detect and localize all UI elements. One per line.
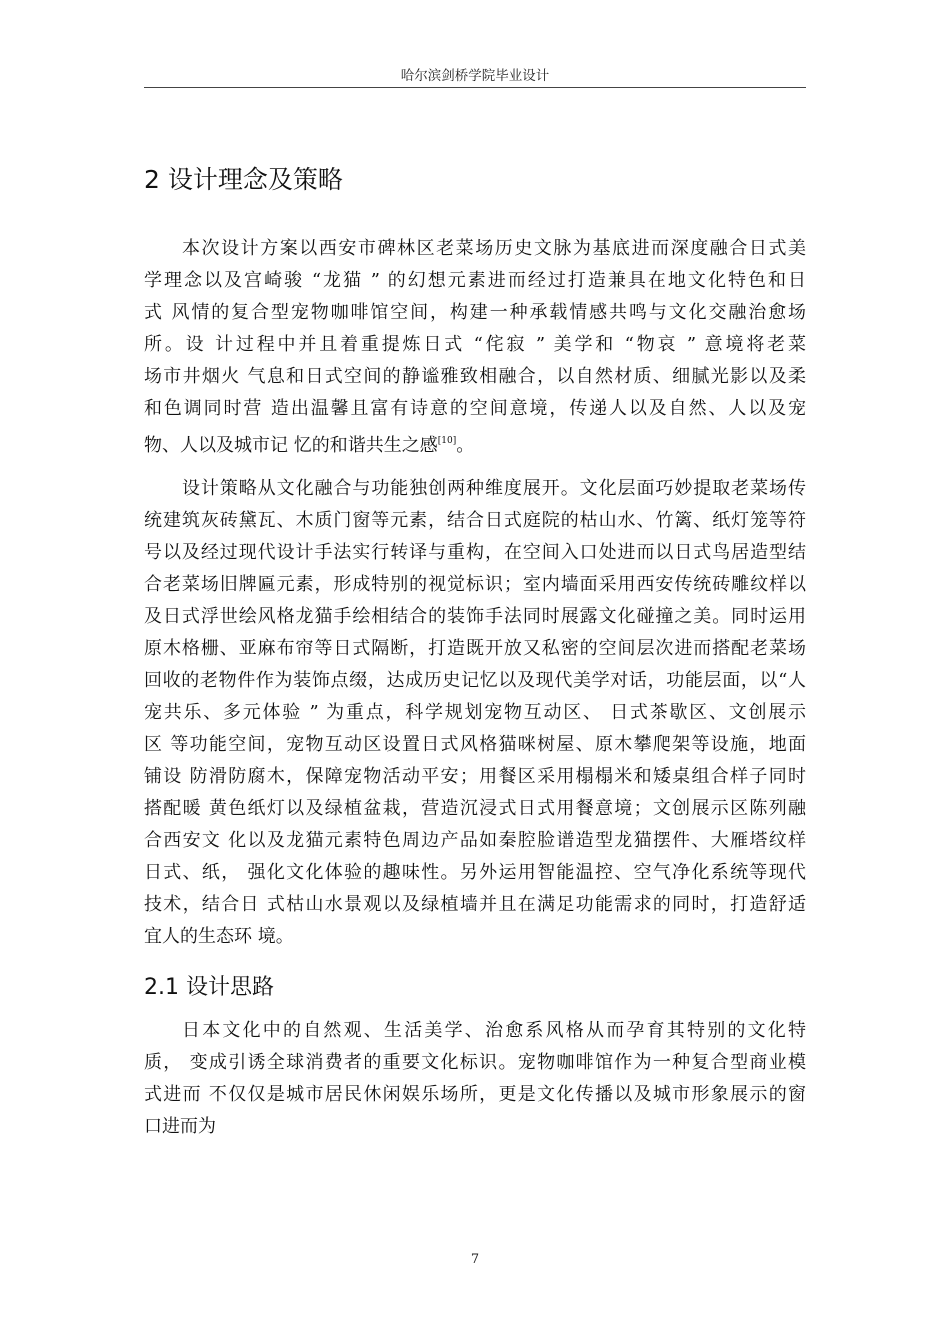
paragraph-design-strategy xyxy=(144,473,806,953)
paragraph-line: 统建筑灰砖黛瓦、木质门窗等元素，结合日式庭院的枯山水、竹篱、纸灯笼等符 xyxy=(144,510,806,531)
chapter-heading: 2 设计理念及策略 xyxy=(144,165,343,194)
paragraph-line: 式 风情的复合型宠物咖啡馆空间，构建一种承载情感共鸣与文化交融治愈场 xyxy=(144,302,806,323)
paragraph-line: 宠共乐、多元体验 ” 为重点，科学规划宠物互动区、 日式茶歇区、文创展示 xyxy=(144,702,806,723)
page-number: 7 xyxy=(470,1252,480,1267)
citation-reference: [10] xyxy=(437,436,457,446)
paragraph-line: 本次设计方案以西安市碑林区老菜场历史文脉为基底进而深度融合日式美 xyxy=(182,238,806,259)
paragraph-line: 合西安文 化以及龙猫元素特色周边产品如秦腔脸谱造型龙猫摆件、大雁塔纹样 xyxy=(144,830,806,851)
paragraph-line: 学理念以及宫崎骏 “龙猫 ” 的幻想元素进而经过打造兼具在地文化特色和日 xyxy=(144,270,806,291)
paragraph-line: 搭配暖 黄色纸灯以及绿植盆栽，营造沉浸式日式用餐意境；文创展示区陈列融 xyxy=(144,798,806,819)
paragraph-line: 及日式浮世绘风格龙猫手绘相结合的装饰手法同时展露文化碰撞之美。同时运用 xyxy=(144,606,806,627)
paragraph-line: 场市井烟火 气息和日式空间的静谧雅致相融合，以自然材质、细腻光影以及柔 xyxy=(144,366,806,387)
paragraph-line: 所。设 计过程中并且着重提炼日式 “侘寂 ” 美学和 “物哀 ” 意境将老菜 xyxy=(144,334,806,355)
section-heading: 2.1 设计思路 xyxy=(144,975,274,1000)
paragraph-line: 日本文化中的自然观、生活美学、治愈系风格从而孕育其特别的文化特 xyxy=(182,1020,806,1041)
sentence-end: 。 xyxy=(456,435,475,456)
paragraph-design-thinking xyxy=(144,1015,806,1143)
running-header: 哈尔滨剑桥学院毕业设计 xyxy=(400,68,550,84)
paragraph-line: 式进而 不仅仅是城市居民休闲娱乐场所，更是文化传播以及城市形象展示的窗 xyxy=(144,1084,806,1105)
paragraph-line: 设计策略从文化融合与功能独创两种维度展开。文化层面巧妙提取老菜场传 xyxy=(182,478,806,499)
paragraph-line-last: 口进而为 xyxy=(144,1116,216,1137)
paragraph-line: 区 等功能空间，宠物互动区设置日式风格猫咪树屋、原木攀爬架等设施，地面 xyxy=(144,734,806,755)
paragraph-line: 号以及经过现代设计手法实行转译与重构，在空间入口处进而以日式鸟居造型结 xyxy=(144,542,806,563)
header-rule xyxy=(144,87,806,88)
paragraph-line: 原木格栅、亚麻布帘等日式隔断，打造既开放又私密的空间层次进而搭配老菜场 xyxy=(144,638,806,659)
paragraph-line: 和色调同时营 造出温馨且富有诗意的空间意境，传递人以及自然、人以及宠 xyxy=(144,398,806,419)
paragraph-line: 技术，结合日 式枯山水景观以及绿植墙并且在满足功能需求的同时，打造舒适 xyxy=(144,894,806,915)
paragraph-line-last xyxy=(144,425,806,457)
paragraph-line: 质， 变成引诱全球消费者的重要文化标识。宠物咖啡馆作为一种复合型商业模 xyxy=(144,1052,806,1073)
paragraph-line: 合老菜场旧牌匾元素，形成特别的视觉标识；室内墙面采用西安传统砖雕纹样以 xyxy=(144,574,806,595)
paragraph-design-concept xyxy=(144,233,806,457)
paragraph-line: 日式、纸， 强化文化体验的趣味性。另外运用智能温控、空气净化系统等现代 xyxy=(144,862,806,883)
paragraph-line-last: 宜人的生态环 境。 xyxy=(144,926,294,947)
paragraph-line: 回收的老物件作为装饰点缀，达成历史记忆以及现代美学对话，功能层面，以“人 xyxy=(144,670,806,691)
paragraph-line: 铺设 防滑防腐木，保障宠物活动平安；用餐区采用榻榻米和矮桌组合样子同时 xyxy=(144,766,806,787)
paragraph-line-text: 物、人以及城市记 忆的和谐共生之感 xyxy=(144,435,438,456)
